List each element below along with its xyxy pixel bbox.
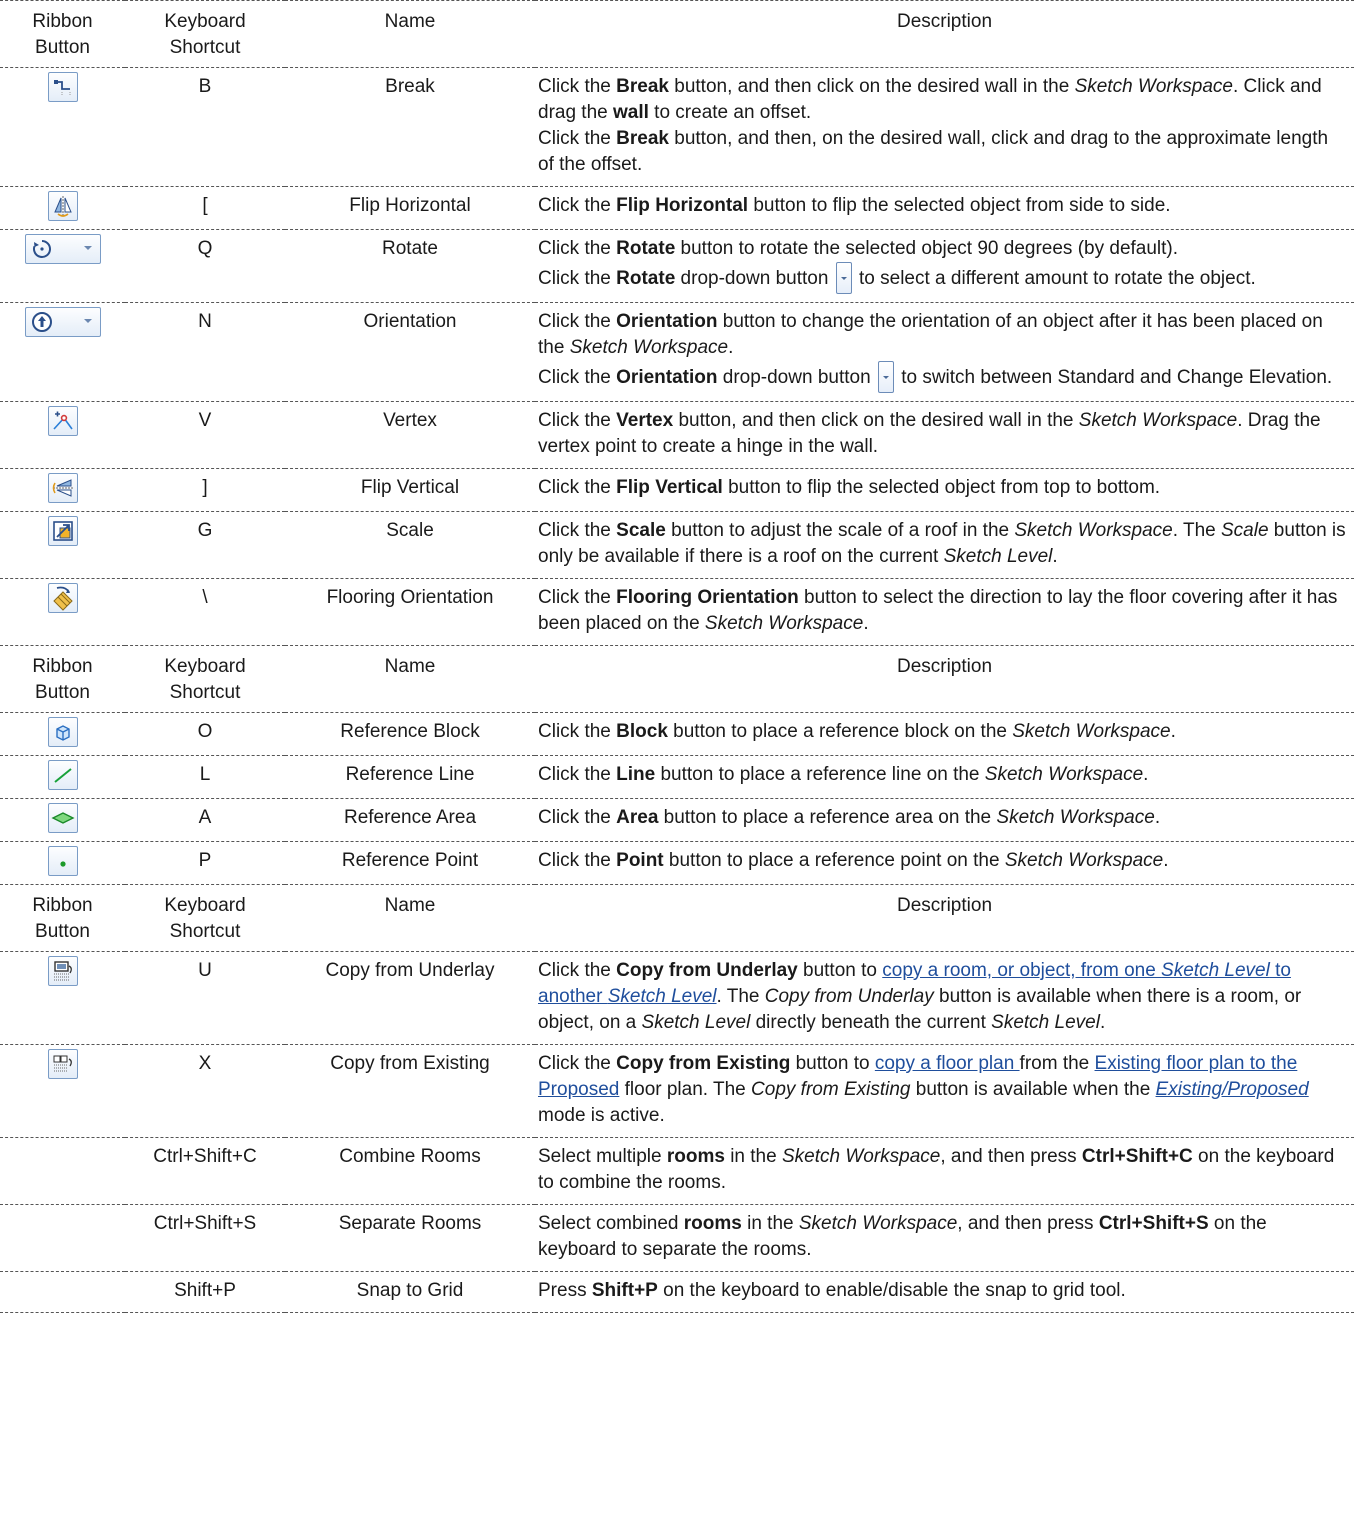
inline-link[interactable]: copy a floor plan: [874, 1053, 1020, 1074]
table-row: [0, 512, 1354, 579]
table-row: [0, 1205, 1354, 1272]
table-header-row: [0, 885, 1354, 952]
keyboard-shortcut: Shift+P: [125, 1272, 285, 1313]
command-description: Click the Block button to place a reference block on the Sketch Workspace.: [535, 713, 1354, 756]
command-name: Scale: [285, 512, 535, 579]
keyboard-shortcut: \: [125, 579, 285, 646]
header-ribbon-button: Ribbon Button: [0, 885, 125, 952]
keyboard-shortcut: X: [125, 1045, 285, 1138]
command-name: Reference Area: [285, 799, 535, 842]
command-name: Reference Point: [285, 842, 535, 885]
keyboard-shortcut: U: [125, 952, 285, 1045]
keyboard-shortcut: Ctrl+Shift+S: [125, 1205, 285, 1272]
chevron-down-icon: [84, 319, 92, 323]
flip-horizontal-icon: [48, 191, 78, 221]
command-name: Vertex: [285, 402, 535, 469]
table-row: [0, 303, 1354, 402]
command-name: Break: [285, 68, 535, 187]
dropdown-button-image: [878, 361, 894, 393]
header-name: Name: [285, 1, 535, 68]
command-name: Flooring Orientation: [285, 579, 535, 646]
keyboard-shortcut: [: [125, 187, 285, 230]
command-name: Snap to Grid: [285, 1272, 535, 1313]
header-description: Description: [535, 646, 1354, 713]
header-keyboard-shortcut: Keyboard Shortcut: [125, 646, 285, 713]
keyboard-shortcut: A: [125, 799, 285, 842]
scale-icon: [48, 516, 78, 546]
ribbon-button-cell: [0, 512, 125, 579]
header-description: Description: [535, 1, 1354, 68]
header-ribbon-button: Ribbon Button: [0, 646, 125, 713]
table-row: [0, 187, 1354, 230]
keyboard-shortcut: L: [125, 756, 285, 799]
header-ribbon-button: Ribbon Button: [0, 1, 125, 68]
command-description: Click the Vertex button, and then click on the desired wall in the Sketch Workspace. Drag the vertex point to create a hinge in the wall.: [535, 402, 1354, 469]
table-row: [0, 952, 1354, 1045]
reference-area-icon: [48, 803, 78, 833]
command-name: Separate Rooms: [285, 1205, 535, 1272]
command-name: Orientation: [285, 303, 535, 402]
ribbon-button-cell: [0, 1272, 125, 1313]
command-description: Click the Scale button to adjust the scale of a roof in the Sketch Workspace. The Scale button is only be available if there is a roof on the current Sketch Level.: [535, 512, 1354, 579]
keyboard-shortcut: B: [125, 68, 285, 187]
keyboard-shortcut: N: [125, 303, 285, 402]
table-row: [0, 68, 1354, 187]
keyboard-shortcut: Q: [125, 230, 285, 303]
ribbon-button-cell: [0, 756, 125, 799]
command-description: Click the Flooring Orientation button to select the direction to lay the floor covering after it has been placed on the Sketch Workspace.: [535, 579, 1354, 646]
inline-link[interactable]: Existing floor plan to the Proposed: [538, 1053, 1298, 1100]
command-name: Flip Vertical: [285, 469, 535, 512]
chevron-down-icon: [84, 246, 92, 250]
table-row: [0, 842, 1354, 885]
flip-vertical-icon: [48, 473, 78, 503]
header-name: Name: [285, 885, 535, 952]
table-row: [0, 230, 1354, 303]
command-description: Click the Rotate button to rotate the selected object 90 degrees (by default). Click the Rotate drop-down button to select a different amount to rotate the object.: [535, 230, 1354, 303]
table-row: [0, 756, 1354, 799]
vertex-icon: [48, 406, 78, 436]
copy-from-existing-icon: [48, 1049, 78, 1079]
command-description: Click the Line button to place a reference line on the Sketch Workspace.: [535, 756, 1354, 799]
table-row: [0, 1045, 1354, 1138]
keyboard-shortcut: ]: [125, 469, 285, 512]
header-keyboard-shortcut: Keyboard Shortcut: [125, 1, 285, 68]
ribbon-button-cell: [0, 402, 125, 469]
command-description: Press Shift+P on the keyboard to enable/disable the snap to grid tool.: [535, 1272, 1354, 1313]
reference-line-icon: [48, 760, 78, 790]
header-description: Description: [535, 885, 1354, 952]
ribbon-button-cell: [0, 579, 125, 646]
table-row: [0, 713, 1354, 756]
header-keyboard-shortcut: Keyboard Shortcut: [125, 885, 285, 952]
table-row: [0, 799, 1354, 842]
command-description: Click the Orientation button to change the orientation of an object after it has been placed on the Sketch Workspace. Click the Orientation drop-down button to switch between Standard and Change Elevation.: [535, 303, 1354, 402]
command-description: Select combined rooms in the Sketch Workspace, and then press Ctrl+Shift+S on the keyboard to separate the rooms.: [535, 1205, 1354, 1272]
ribbon-button-cell: [0, 230, 125, 303]
keyboard-shortcut: O: [125, 713, 285, 756]
command-name: Copy from Underlay: [285, 952, 535, 1045]
command-description: Click the Area button to place a reference area on the Sketch Workspace.: [535, 799, 1354, 842]
table-header-row: [0, 1, 1354, 68]
inline-link[interactable]: copy a room, or object, from one Sketch Level to another Sketch Level: [538, 960, 1291, 1007]
command-name: Reference Block: [285, 713, 535, 756]
keyboard-shortcut: V: [125, 402, 285, 469]
ribbon-button-cell: [0, 799, 125, 842]
ribbon-button-cell: [0, 1045, 125, 1138]
dropdown-button-image: [836, 262, 852, 294]
table-row: [0, 1272, 1354, 1313]
reference-point-icon: [48, 846, 78, 876]
command-description: Click the Copy from Existing button to copy a floor plan from the Existing floor plan to the Proposed floor plan. The Copy from Existing button is available when the Existing/Proposed mode is active.: [535, 1045, 1354, 1138]
ribbon-button-cell: [0, 187, 125, 230]
table-row: [0, 1138, 1354, 1205]
command-name: Combine Rooms: [285, 1138, 535, 1205]
ribbon-button-cell: [0, 469, 125, 512]
table-row: [0, 402, 1354, 469]
reference-block-icon: [48, 717, 78, 747]
ribbon-button-cell: [0, 68, 125, 187]
command-description: Click the Flip Vertical button to flip the selected object from top to bottom.: [535, 469, 1354, 512]
command-description: Click the Copy from Underlay button to copy a room, or object, from one Sketch Level to another Sketch Level. The Copy from Underlay button is available when there is a room, or object, on a Sketch Level directly beneath the current Sketch Level.: [535, 952, 1354, 1045]
command-description: Click the Flip Horizontal button to flip the selected object from side to side.: [535, 187, 1354, 230]
table-row: [0, 469, 1354, 512]
command-description: Select multiple rooms in the Sketch Workspace, and then press Ctrl+Shift+C on the keyboard to combine the rooms.: [535, 1138, 1354, 1205]
keyboard-shortcut: G: [125, 512, 285, 579]
rotate-icon: [25, 234, 101, 264]
table-body: [0, 1, 1354, 1313]
ribbon-button-cell: [0, 1138, 125, 1205]
keyboard-shortcut: Ctrl+Shift+C: [125, 1138, 285, 1205]
command-name: Flip Horizontal: [285, 187, 535, 230]
command-description: Click the Break button, and then click on the desired wall in the Sketch Workspace. Click and drag the wall to create an offset. Click the Break button, and then, on the desired wall, click and drag to the approximate length of the offset.: [535, 68, 1354, 187]
orientation-icon: [25, 307, 101, 337]
ribbon-button-cell: [0, 303, 125, 402]
table-header-row: [0, 646, 1354, 713]
flooring-orientation-icon: [48, 583, 78, 613]
header-name: Name: [285, 646, 535, 713]
ribbon-button-cell: [0, 713, 125, 756]
copy-from-underlay-icon: [48, 956, 78, 986]
keyboard-shortcut: P: [125, 842, 285, 885]
command-name: Reference Line: [285, 756, 535, 799]
inline-link[interactable]: Existing/Proposed: [1155, 1079, 1309, 1100]
table-row: [0, 579, 1354, 646]
break-icon: [48, 72, 78, 102]
ribbon-button-cell: [0, 842, 125, 885]
ribbon-button-cell: [0, 952, 125, 1045]
command-description: Click the Point button to place a reference point on the Sketch Workspace.: [535, 842, 1354, 885]
command-name: Copy from Existing: [285, 1045, 535, 1138]
command-name: Rotate: [285, 230, 535, 303]
ribbon-button-cell: [0, 1205, 125, 1272]
